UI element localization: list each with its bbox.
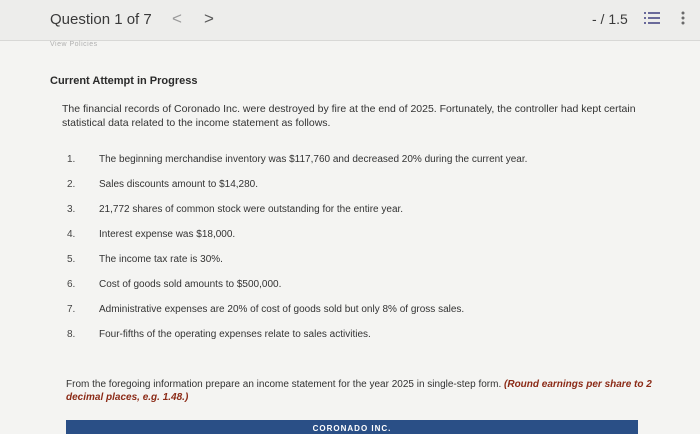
chevron-left-icon[interactable]: < xyxy=(172,9,182,28)
rounding-note: (Round earnings per share to 2 decimal places, e.g. 1.48.) xyxy=(66,379,652,403)
item-text: Administrative expenses are 20% of cost of goods sold but only 8% of gross sales. xyxy=(99,304,465,315)
view-policies-link[interactable]: View Policies xyxy=(50,41,98,48)
company-name: CORONADO INC. xyxy=(312,424,392,433)
item-text: Four-fifths of the operating expenses relate to sales activities. xyxy=(99,329,371,340)
item-number: 7. xyxy=(67,304,76,315)
problem-intro: The financial records of Coronado Inc. were destroyed by fire at the end of 2025. Fortunately, the controller had kept certain statistical data related to the income statement as follows. xyxy=(62,103,636,129)
item-text: Interest expense was $18,000. xyxy=(99,229,236,240)
item-number: 8. xyxy=(67,329,76,340)
item-number: 5. xyxy=(67,254,76,265)
attempt-title: Current Attempt in Progress xyxy=(50,75,198,87)
item-number: 1. xyxy=(67,154,76,165)
item-text: The beginning merchandise inventory was $117,760 and decreased 20% during the current year. xyxy=(99,154,528,165)
instruction-main: From the foregoing information prepare an income statement for the year 2025 in single-step form. xyxy=(66,379,505,390)
question-counter: Question 1 of 7 xyxy=(50,11,152,28)
more-vertical-icon[interactable] xyxy=(680,8,686,28)
item-number: 6. xyxy=(67,279,76,290)
instruction-text xyxy=(66,378,666,404)
chevron-right-icon[interactable]: > xyxy=(204,9,214,28)
item-number: 4. xyxy=(67,229,76,240)
item-text: 21,772 shares of common stock were outstanding for the entire year. xyxy=(99,204,404,215)
item-number: 2. xyxy=(67,179,76,190)
item-text: The income tax rate is 30%. xyxy=(99,254,223,265)
list-icon[interactable] xyxy=(644,8,660,28)
item-text: Sales discounts amount to $14,280. xyxy=(99,179,258,190)
item-text: Cost of goods sold amounts to $500,000. xyxy=(99,279,282,290)
score-display: - / 1.5 xyxy=(592,11,628,27)
item-number: 3. xyxy=(67,204,76,215)
question-header xyxy=(0,0,700,41)
